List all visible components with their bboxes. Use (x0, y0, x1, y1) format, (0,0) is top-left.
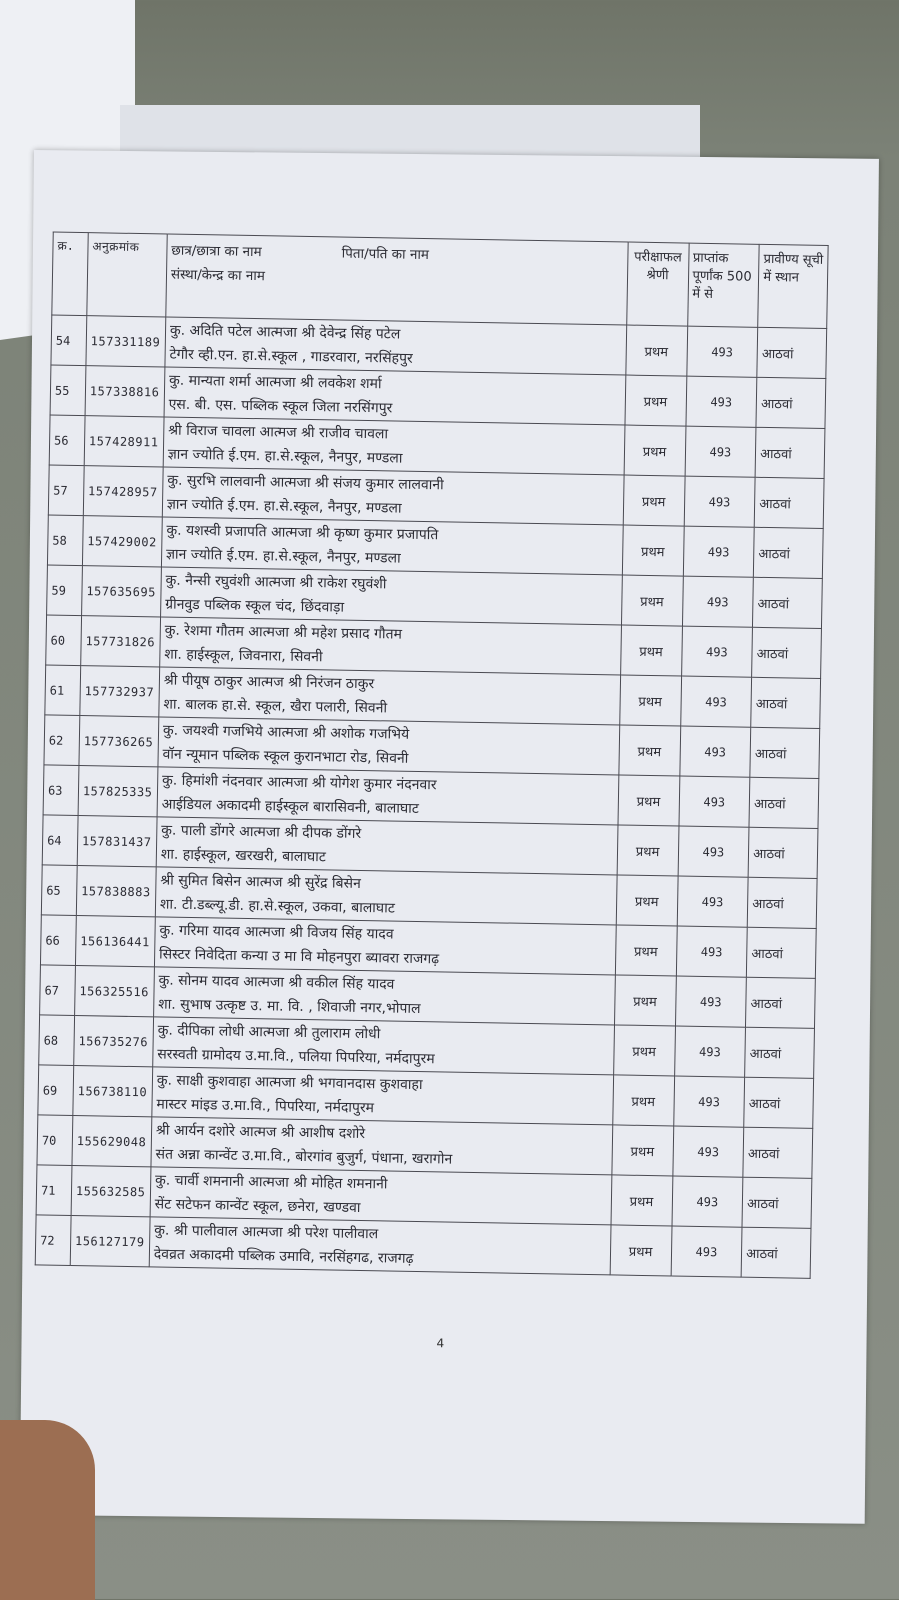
serial-number: 64 (47, 833, 62, 848)
header-name (166, 234, 628, 325)
marks-cell (673, 1076, 745, 1127)
marks: 493 (696, 1194, 719, 1209)
roll-cell (78, 766, 158, 817)
header-marks: प्राप्तांक पूर्णांक 500 में से (687, 243, 759, 327)
serial-number: 56 (54, 433, 69, 448)
roll-cell (74, 1016, 154, 1067)
name-cell (158, 717, 619, 775)
result-category: प्रथम (630, 1144, 655, 1160)
serial-number: 67 (44, 982, 60, 998)
merit-rank: आठवां (759, 496, 791, 512)
merit-rank: आठवां (754, 746, 787, 762)
name-cell (163, 417, 624, 475)
serial-cell (41, 865, 77, 916)
serial-cell (47, 565, 83, 616)
marks-cell (672, 1126, 744, 1177)
header-serial: क्र. (52, 232, 88, 316)
merit-rank: आठवां (758, 546, 791, 562)
marks: 493 (697, 1144, 720, 1159)
serial-number: 72 (40, 1232, 55, 1248)
result-category: प्रथम (642, 444, 667, 460)
header-roll-no: अनुक्रमांक (87, 233, 167, 317)
merit-rank: आठवां (756, 646, 789, 662)
roll-cell (82, 516, 162, 567)
category-cell (619, 675, 681, 726)
category-cell (610, 1225, 672, 1276)
category-cell (624, 425, 686, 476)
name-cell (162, 467, 623, 525)
roll-number: 155629048 (76, 1133, 147, 1149)
header-result-category: परीक्षाफल श्रेणी (626, 242, 688, 326)
page-number: 4 (436, 1336, 445, 1351)
merit-rank: आठवां (760, 446, 792, 462)
result-category: प्रथम (633, 994, 657, 1010)
school-name: शा. बालक हा.से. स्कूल, खैरा पलारी, सिवनी (163, 696, 388, 716)
result-category: प्रथम (638, 694, 663, 710)
name-cell (150, 1167, 611, 1225)
marks: 493 (695, 1244, 718, 1259)
serial-cell (45, 665, 81, 716)
rank-cell (749, 777, 819, 828)
school-name: ज्ञान ज्योति ई.एम. हा.से.स्कूल, नैनपुर, मण्डला (166, 496, 402, 517)
category-cell (625, 325, 687, 376)
category-cell (625, 375, 687, 426)
roll-number: 157831437 (81, 833, 152, 849)
roll-number: 156738110 (77, 1083, 148, 1099)
roll-number: 157428957 (88, 483, 158, 499)
marks-cell (680, 676, 752, 727)
name-cell (149, 1217, 610, 1275)
name-cell (155, 867, 616, 925)
roll-cell (77, 816, 157, 867)
student-name: कु. नैन्सी रघुवंशी आत्मजा श्री राकेश रघुवंशी (165, 572, 387, 592)
roll-number: 156735276 (78, 1033, 149, 1049)
serial-cell (40, 915, 76, 966)
student-name: कु. श्री पालीवाल आत्मजा श्री परेश पालीवाल (154, 1221, 379, 1242)
name-cell (157, 767, 618, 825)
student-name: कु. मान्यता शर्मा आत्मजा श्री लवकेश शर्मा (168, 372, 382, 392)
student-name: श्री पीयूष ठाकुर आत्मज श्री निरंजन ठाकुर (163, 672, 375, 692)
rank-cell (748, 827, 818, 878)
header-student-name: छात्र/छात्रा का नाम (171, 242, 262, 261)
student-name: कु. अदिति पटेल आत्मजा श्री देवेन्द्र सिंह पटेल (169, 322, 401, 343)
roll-cell (80, 666, 160, 717)
roll-number: 157428911 (88, 433, 159, 449)
student-name: कु. दीपिका लोधी आत्मजा श्री तुलाराम लोधी (157, 1021, 381, 1042)
marks-cell (683, 526, 755, 577)
roll-cell (76, 866, 156, 917)
roll-cell (75, 916, 155, 967)
student-name: श्री सुमित बिसेन आत्मज श्री सुरेंद्र बिसेन (160, 871, 362, 892)
roll-number: 157635695 (86, 583, 157, 599)
marks-cell (682, 576, 754, 627)
student-name: कु. गरिमा यादव आत्मजा श्री विजय सिंह यादव (159, 921, 394, 943)
marks: 493 (704, 744, 727, 759)
result-category: प्रथम (628, 1244, 653, 1260)
merit-rank: आठवां (753, 796, 786, 812)
serial-cell (50, 365, 86, 416)
name-cell (159, 667, 620, 725)
school-name: शा. सुभाष उत्कृष्ट उ. मा. वि. , शिवाजी नगर,भोपाल (158, 995, 421, 1017)
serial-cell (42, 815, 78, 866)
name-cell (151, 1117, 612, 1175)
marks-cell (681, 626, 753, 677)
category-cell (615, 925, 677, 976)
result-category: प्रथम (643, 394, 668, 410)
rank-cell (745, 1027, 815, 1078)
result-category: प्रथम (636, 794, 661, 810)
result-category: प्रथम (634, 894, 659, 910)
rank-cell (754, 477, 824, 528)
roll-cell (73, 1065, 153, 1116)
school-name: आईडियल अकादमी हाईस्कूल बारासिवनी, बालाघाट (161, 795, 420, 817)
roll-number: 157338816 (89, 383, 160, 399)
rank-cell (756, 377, 826, 428)
result-category: प्रथम (639, 644, 663, 660)
name-cell (161, 517, 622, 575)
rank-cell (750, 727, 820, 778)
marks: 493 (706, 594, 729, 609)
marks-cell (685, 426, 757, 477)
school-name: ज्ञान ज्योति ई.एम. हा.से.स्कूल, नैनपुर, मण्डला (165, 546, 401, 567)
category-cell (614, 975, 676, 1026)
roll-cell (74, 966, 154, 1017)
marks: 493 (709, 444, 732, 459)
school-name: देवव्रत अकादमी पब्लिक उमावि, नरसिंहगढ, राजगढ़ (153, 1245, 414, 1267)
merit-rank: आठवां (751, 946, 784, 962)
category-cell (621, 575, 683, 626)
result-category: प्रथम (640, 594, 664, 610)
marks-cell (675, 976, 747, 1027)
merit-list-table (35, 232, 829, 1279)
serial-number: 54 (55, 333, 71, 348)
serial-cell (37, 1115, 73, 1166)
roll-number: 156136441 (80, 933, 150, 949)
school-name: संत अन्ना कान्वेंट उ.मा.वि., बोरगांव बुजुर्ग, पंधाना, खरागोन (155, 1145, 453, 1168)
result-category: प्रथम (633, 944, 658, 960)
marks: 493 (698, 1044, 721, 1059)
result-category: प्रथम (629, 1194, 654, 1210)
school-name: वॉन न्यूमान पब्लिक स्कूल कुरानभाटा रोड, सिवनी (162, 746, 409, 767)
name-cell (165, 317, 626, 375)
school-name: मास्टर मांइड उ.मा.वि., पिपरिया, नर्मदापुरम (156, 1095, 375, 1116)
merit-rank: आठवां (746, 1196, 779, 1212)
marks-cell (686, 326, 758, 377)
serial-cell (48, 465, 84, 516)
roll-number: 157825335 (82, 783, 153, 799)
name-cell (160, 617, 621, 675)
marks: 493 (705, 694, 727, 709)
roll-number: 156325516 (79, 983, 150, 999)
document-page (20, 150, 879, 1524)
roll-cell (70, 1215, 150, 1266)
category-cell (617, 825, 679, 876)
serial-number: 59 (51, 583, 67, 598)
marks-cell (672, 1176, 744, 1227)
marks-cell (684, 476, 756, 527)
marks: 493 (698, 1094, 721, 1109)
marks: 493 (705, 644, 728, 659)
marks: 493 (708, 494, 731, 509)
rank-cell (757, 327, 827, 378)
student-name: श्री आर्यन दशोरे आत्मज श्री आशीष दशोरे (155, 1121, 366, 1142)
merit-rank: आठवां (749, 1046, 782, 1062)
student-name: कु. हिमांशी नंदनवार आत्मजा श्री योगेश कुमार नंदनवार (161, 771, 437, 793)
category-cell (618, 725, 680, 776)
header-rank: प्रावीण्य सूची में स्थान (758, 244, 828, 328)
marks: 493 (699, 994, 722, 1009)
serial-cell (47, 515, 83, 566)
rank-cell (753, 577, 823, 628)
student-name: कु. यशस्वी प्रजापति आत्मजा श्री कृष्ण कुमार प्रजापति (166, 522, 439, 543)
student-name: कु. चार्वी शमनानी आत्मजा श्री मोहित शमनानी (154, 1171, 388, 1192)
rank-cell (747, 877, 817, 928)
result-category: प्रथम (640, 544, 665, 560)
serial-number: 58 (52, 533, 67, 548)
school-name: ज्ञान ज्योति ई.एम. हा.से.स्कूल, नैनपुर, मण्डला (167, 446, 403, 467)
serial-cell (49, 415, 85, 466)
merit-rank: आठवां (753, 846, 785, 862)
roll-cell (71, 1165, 151, 1216)
serial-cell (40, 965, 76, 1016)
rank-cell (755, 427, 825, 478)
roll-number: 155632585 (75, 1183, 146, 1199)
serial-cell (46, 615, 82, 666)
merit-rank: आठवां (746, 1246, 778, 1262)
school-name: शा. टी.डब्ल्यू.डी. हा.से.स्कूल, उकवा, बालाघाट (159, 895, 395, 917)
marks: 493 (700, 944, 723, 959)
marks-cell (674, 1026, 746, 1077)
serial-cell (43, 765, 79, 816)
category-cell (616, 875, 678, 926)
table-header-row (52, 232, 828, 329)
header-institution: संस्था/केन्द्र का नाम (170, 266, 266, 285)
student-name: कु. सुरभि लालवानी आत्मजा श्री संजय कुमार लालवानी (167, 472, 444, 493)
merit-rank: आठवां (747, 1146, 780, 1162)
result-category: प्रथम (644, 344, 669, 360)
marks: 493 (707, 544, 730, 559)
rank-cell (752, 627, 822, 678)
roll-number: 157331189 (90, 333, 161, 349)
marks: 493 (710, 394, 733, 409)
roll-cell (79, 716, 159, 767)
school-name: सिस्टर निवेदिता कन्या उ मा वि मोहनपुरा ब्यावरा राजगढ़ (158, 945, 440, 967)
thumb (0, 1420, 95, 1600)
marks-cell (671, 1226, 743, 1277)
category-cell (613, 1025, 675, 1076)
marks-cell (678, 776, 750, 827)
name-cell (160, 567, 621, 625)
serial-cell (51, 315, 87, 366)
roll-number: 157429002 (87, 533, 157, 549)
name-cell (156, 817, 617, 875)
serial-number: 66 (45, 932, 60, 948)
school-name: ग्रीनवुड पब्लिक स्कूल चंद, छिंदवाड़ा (165, 596, 345, 616)
student-name: कु. पाली डोंगरे आत्मजा श्री दीपक डोंगरे (161, 821, 362, 842)
marks: 493 (711, 344, 734, 359)
marks: 493 (702, 844, 725, 859)
school-name: शा. हाईस्कूल, खरखरी, बालाघाट (160, 845, 327, 865)
marks-cell (676, 926, 748, 977)
category-cell (623, 475, 685, 526)
roll-cell (81, 616, 161, 667)
serial-number: 63 (47, 783, 63, 798)
serial-number: 68 (43, 1032, 59, 1048)
merit-rank: आठवां (760, 396, 793, 412)
roll-cell (83, 466, 163, 517)
school-name: सेंट सटेफन कान्वेंट स्कूल, छनेरा, खण्डवा (154, 1195, 361, 1216)
serial-number: 71 (40, 1182, 56, 1198)
school-name: एस. बी. एस. पब्लिक स्कूल जिला नरसिंगपुर (168, 396, 393, 416)
serial-cell (36, 1165, 72, 1216)
student-name: श्री विराज चावला आत्मज श्री राजीव चावला (168, 422, 389, 442)
result-category: प्रथम (641, 494, 666, 510)
roll-cell (72, 1115, 152, 1166)
student-name: कु. रेशमा गौतम आत्मजा श्री महेश प्रसाद गौतम (164, 622, 403, 643)
rank-cell (746, 977, 816, 1028)
student-name: कु. जयश्वी गजभिये आत्मजा श्री अशोक गजभिये (162, 722, 410, 743)
marks: 493 (701, 894, 724, 909)
category-cell (611, 1125, 673, 1176)
result-category: प्रथम (635, 844, 660, 860)
rank-cell (741, 1227, 811, 1278)
roll-number: 157736265 (83, 733, 154, 749)
roll-cell (84, 416, 164, 467)
marks-cell (685, 376, 757, 427)
serial-cell (35, 1215, 71, 1266)
marks-cell (679, 726, 751, 777)
serial-number: 69 (42, 1082, 58, 1098)
serial-number: 70 (41, 1132, 57, 1148)
serial-cell (39, 1015, 75, 1066)
serial-number: 62 (48, 733, 64, 748)
serial-number: 55 (54, 383, 70, 398)
serial-number: 61 (49, 683, 65, 698)
name-cell (153, 1017, 614, 1075)
marks: 493 (703, 794, 726, 809)
category-cell (620, 625, 682, 676)
serial-cell (44, 715, 80, 766)
serial-number: 57 (53, 483, 68, 498)
serial-cell (38, 1065, 74, 1116)
name-cell (152, 1067, 613, 1125)
student-name: कु. सोनम यादव आत्मजा श्री वकील सिंह यादव (158, 971, 395, 993)
name-cell (164, 367, 625, 425)
name-cell (154, 917, 615, 975)
category-cell (612, 1075, 674, 1126)
merit-rank: आठवां (748, 1096, 781, 1112)
school-name: शा. हाईस्कूल, जिवनारा, सिवनी (164, 646, 323, 665)
merit-rank: आठवां (755, 696, 788, 712)
result-category: प्रथम (631, 1094, 656, 1110)
roll-number: 157732937 (84, 683, 155, 699)
roll-number: 156127179 (74, 1233, 145, 1249)
roll-cell (85, 366, 165, 417)
school-name: सरस्वती ग्रामोदय उ.मा.वि., पलिया पिपरिया, नर्मदापुरम (157, 1045, 435, 1067)
category-cell (611, 1175, 673, 1226)
serial-number: 65 (46, 882, 61, 898)
rank-cell (743, 1127, 813, 1178)
rank-cell (744, 1077, 814, 1128)
result-category: प्रथम (637, 744, 662, 760)
serial-number: 60 (50, 633, 66, 648)
student-name: कु. साक्षी कुशवाहा आत्मजा श्री भगवानदास कुशवाहा (156, 1071, 423, 1093)
roll-cell (86, 316, 166, 367)
rank-cell (742, 1177, 812, 1228)
category-cell (622, 525, 684, 576)
merit-rank: आठवां (757, 596, 790, 612)
rank-cell (751, 677, 821, 728)
header-father-name: पिता/पति का नाम (341, 245, 430, 264)
rank-cell (754, 527, 824, 578)
school-name: टेगौर व्ही.एन. हा.से.स्कूल , गाडरवारा, नरसिंहपुर (169, 346, 413, 367)
result-category: प्रथम (632, 1044, 656, 1060)
roll-number: 157838883 (81, 883, 151, 899)
merit-rank: आठवां (752, 896, 784, 912)
merit-rank: आठवां (761, 346, 794, 362)
category-cell (618, 775, 680, 826)
marks-cell (677, 876, 749, 927)
merit-rank: आठवां (750, 996, 783, 1012)
roll-number: 157731826 (85, 633, 156, 649)
name-cell (153, 967, 614, 1025)
roll-cell (81, 566, 161, 617)
marks-cell (678, 826, 750, 877)
rank-cell (747, 927, 817, 978)
